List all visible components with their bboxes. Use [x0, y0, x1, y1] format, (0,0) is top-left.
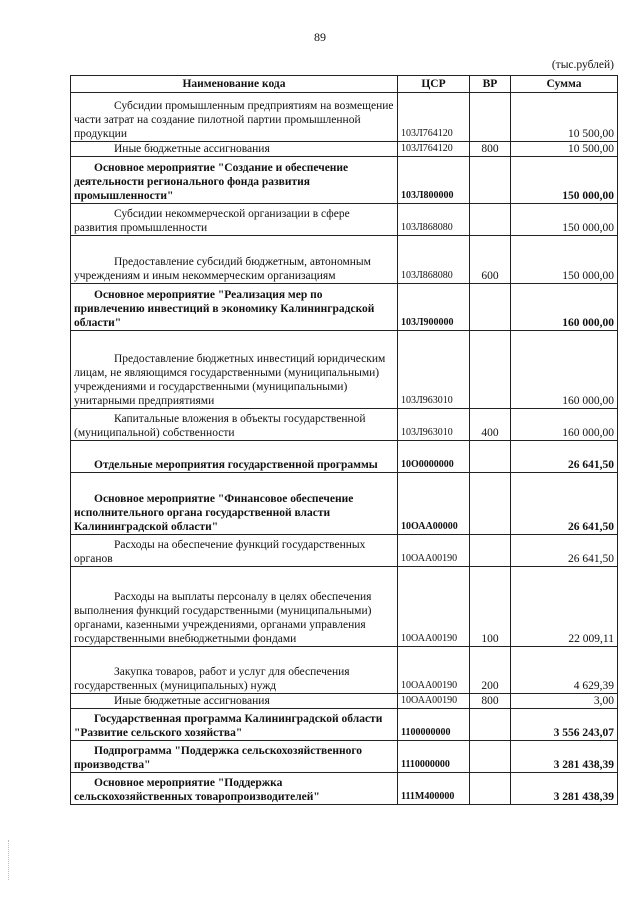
row-name: [71, 284, 398, 331]
table-row: [71, 773, 618, 805]
table-row: [71, 236, 618, 284]
row-csr: 10ОАА00190: [398, 535, 470, 567]
row-name: [71, 441, 398, 473]
row-name-text: Подпрограмма "Поддержка сельскохозяйственного производства": [74, 745, 363, 771]
row-vr: 400: [470, 409, 511, 441]
table-row: [71, 647, 618, 694]
row-name: [71, 741, 398, 773]
row-csr: 10ОАА00190: [398, 647, 470, 694]
row-name: [71, 473, 398, 535]
row-csr: 1100000000: [398, 709, 470, 741]
row-vr: [470, 93, 511, 142]
row-csr: 103Л868080: [398, 204, 470, 236]
table-row: [71, 157, 618, 204]
row-name-text: Расходы на выплаты персоналу в целях обеспечения выполнения функций государственными (муниципальными) органами, казенными учреждениями, органами управления государственными внебюджетными фондами: [74, 591, 372, 645]
row-name-text: Основное мероприятие "Создание и обеспечение деятельности регионального фонда развития промышленности": [74, 162, 349, 202]
row-name: [71, 647, 398, 694]
row-vr: [470, 441, 511, 473]
row-name: [71, 409, 398, 441]
units-label: (тыс.рублей): [551, 59, 614, 71]
row-csr: 103Л900000: [398, 284, 470, 331]
row-csr: 103Л963010: [398, 331, 470, 409]
row-vr: 800: [470, 694, 511, 709]
row-name-text: Капитальные вложения в объекты государственной (муниципальной) собственности: [74, 413, 366, 439]
row-name-text: Иные бюджетные ассигнования: [114, 695, 270, 707]
page-number: 89: [314, 30, 326, 44]
row-csr: 103Л800000: [398, 157, 470, 204]
row-name: [71, 709, 398, 741]
margin-mark: [8, 840, 10, 880]
row-csr: 111М400000: [398, 773, 470, 805]
table-row: [71, 441, 618, 473]
row-name-text: Субсидии некоммерческой организации в сфере развития промышленности: [74, 208, 350, 234]
row-name: [71, 567, 398, 647]
row-csr: 10О0000000: [398, 441, 470, 473]
table-row: [71, 535, 618, 567]
table-row: [71, 331, 618, 409]
row-sum: 10 500,00: [511, 93, 618, 142]
row-sum: 26 641,50: [511, 535, 618, 567]
row-name: [71, 535, 398, 567]
table-row: [71, 142, 618, 157]
row-vr: [470, 204, 511, 236]
row-vr: [470, 773, 511, 805]
row-name-text: Основное мероприятие "Реализация мер по привлечению инвестиций в экономику Калининградской области": [74, 289, 375, 329]
row-name: [71, 694, 398, 709]
row-sum: 150 000,00: [511, 236, 618, 284]
row-sum: 160 000,00: [511, 331, 618, 409]
row-vr: [470, 741, 511, 773]
row-vr: 200: [470, 647, 511, 694]
row-vr: 800: [470, 142, 511, 157]
table-header-row: [71, 76, 618, 93]
table-row: [71, 204, 618, 236]
row-name: [71, 204, 398, 236]
row-csr: 10ОАА00190: [398, 694, 470, 709]
row-csr: 10ОАА00190: [398, 567, 470, 647]
row-vr: [470, 709, 511, 741]
row-sum: 160 000,00: [511, 284, 618, 331]
row-sum: 26 641,50: [511, 473, 618, 535]
row-sum: 3,00: [511, 694, 618, 709]
table-row: [71, 93, 618, 142]
row-sum: 26 641,50: [511, 441, 618, 473]
row-name-text: Предоставление бюджетных инвестиций юридическим лицам, не являющимся государственными (муниципальными) учреждениями и государственными (муниципальными) унитарными предприятиями: [74, 353, 386, 407]
row-name: [71, 142, 398, 157]
row-name: [71, 157, 398, 204]
header-vr: ВР: [470, 76, 511, 93]
row-name-text: Основное мероприятие "Поддержка сельскохозяйственных товаропроизводителей": [74, 777, 320, 803]
row-name-text: Основное мероприятие "Финансовое обеспечение исполнительного органа государственной власти Калининградской области": [74, 493, 354, 533]
row-vr: [470, 535, 511, 567]
row-csr: 10ОАА00000: [398, 473, 470, 535]
row-sum: 160 000,00: [511, 409, 618, 441]
row-vr: [470, 473, 511, 535]
row-name-text: Субсидии промышленным предприятиям на возмещение части затрат на создание пилотной партии промышленной продукции: [74, 100, 394, 140]
table-row: [71, 694, 618, 709]
row-sum: 3 281 438,39: [511, 741, 618, 773]
row-csr: 1110000000: [398, 741, 470, 773]
row-sum: 10 500,00: [511, 142, 618, 157]
row-name-text: Расходы на обеспечение функций государственных органов: [74, 539, 366, 565]
row-name-text: Закупка товаров, работ и услуг для обеспечения государственных (муниципальных) нужд: [74, 666, 350, 692]
row-vr: [470, 331, 511, 409]
row-vr: 100: [470, 567, 511, 647]
row-sum: 4 629,39: [511, 647, 618, 694]
row-name-text: Государственная программа Калининградской области "Развитие сельского хозяйства": [74, 713, 383, 739]
header-sum: Сумма: [511, 76, 618, 93]
row-vr: [470, 284, 511, 331]
row-csr: 103Л764120: [398, 93, 470, 142]
table-row: [71, 567, 618, 647]
row-vr: 600: [470, 236, 511, 284]
row-name-text: Отдельные мероприятия государственной программы: [94, 459, 378, 471]
row-vr: [470, 157, 511, 204]
row-csr: 103Л963010: [398, 409, 470, 441]
header-name: Наименование кода: [71, 76, 398, 93]
row-name: [71, 93, 398, 142]
row-name-text: Предоставление субсидий бюджетным, автономным учреждениям и иным некоммерческим организациям: [74, 256, 371, 282]
row-name: [71, 773, 398, 805]
row-name-text: Иные бюджетные ассигнования: [114, 143, 270, 155]
budget-table: [70, 75, 618, 805]
row-sum: 150 000,00: [511, 204, 618, 236]
row-sum: 150 000,00: [511, 157, 618, 204]
table-row: [71, 284, 618, 331]
row-sum: 22 009,11: [511, 567, 618, 647]
row-sum: 3 556 243,07: [511, 709, 618, 741]
row-csr: 103Л764120: [398, 142, 470, 157]
table-row: [71, 409, 618, 441]
row-name: [71, 236, 398, 284]
table-row: [71, 741, 618, 773]
row-name: [71, 331, 398, 409]
table-row: [71, 473, 618, 535]
row-csr: 103Л868080: [398, 236, 470, 284]
row-sum: 3 281 438,39: [511, 773, 618, 805]
table-row: [71, 709, 618, 741]
header-csr: ЦСР: [398, 76, 470, 93]
